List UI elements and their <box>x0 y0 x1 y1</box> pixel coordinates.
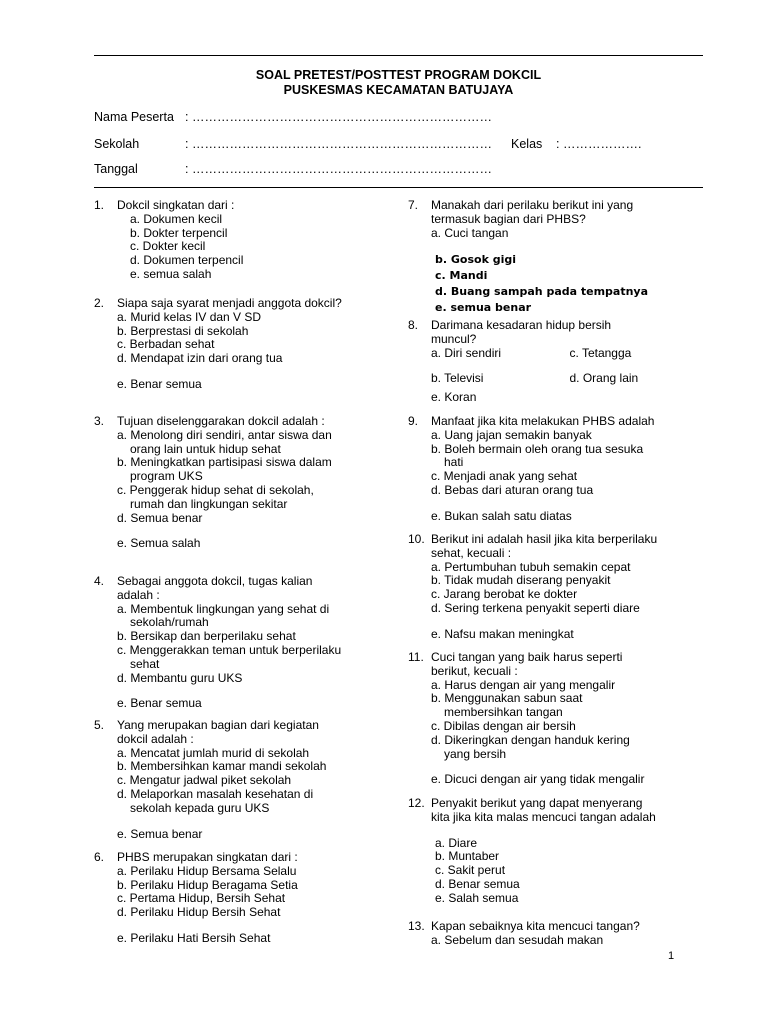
question-stem-cont: muncul? <box>431 331 477 346</box>
question-number: 4. <box>94 574 105 588</box>
option-b[interactable]: b. Dokter terpencil <box>130 225 228 240</box>
option-a[interactable]: a. Uang jajan semakin banyak <box>431 427 592 442</box>
option-d[interactable]: d. Perilaku Hidup Bersih Sehat <box>117 905 281 920</box>
question-number: 12. <box>408 796 425 810</box>
nama-label: Nama Peserta <box>94 110 174 124</box>
option-e[interactable]: e. Semua salah <box>117 536 201 551</box>
doc-subtitle: PUSKESMAS KECAMATAN BATUJAYA <box>283 83 514 97</box>
question-number: 2. <box>94 296 105 310</box>
question-number: 6. <box>94 850 105 864</box>
option-b[interactable]: b. Meningkatkan partisipasi siswa dalam <box>117 455 332 470</box>
question-6 <box>94 851 384 946</box>
option-e[interactable]: e. semua salah <box>130 266 212 281</box>
tanggal-label: Tanggal <box>94 162 138 176</box>
option-d[interactable]: d. Sering terkena penyakit seperti diare <box>431 600 640 615</box>
option-a[interactable]: a. Menolong diri sendiri, antar siswa dan <box>117 427 332 442</box>
option-d[interactable]: d. Semua benar <box>117 510 203 525</box>
option-b[interactable]: b. Muntaber <box>435 849 500 864</box>
option-b-cont: program UKS <box>130 469 203 484</box>
option-a-cont: sekolah/rumah <box>130 615 209 630</box>
option-a[interactable]: a. Cuci tangan <box>431 225 509 240</box>
option-d[interactable]: d. Membantu guru UKS <box>117 670 243 685</box>
question-10 <box>408 533 708 642</box>
question-number: 10. <box>408 532 425 546</box>
option-a[interactable]: a. Murid kelas IV dan V SD <box>117 309 262 324</box>
page-number: 1 <box>668 950 675 962</box>
option-c[interactable]: c. Pertama Hidup, Bersih Sehat <box>117 891 286 906</box>
option-d[interactable]: d. Mendapat izin dari orang tua <box>117 351 283 366</box>
question-stem: Manfaat jika kita melakukan PHBS adalah <box>431 414 655 428</box>
option-d[interactable]: d. Benar semua <box>435 876 520 891</box>
option-e[interactable]: e. Koran <box>431 390 477 405</box>
option-c[interactable]: c. Tetangga <box>569 345 632 360</box>
option-e[interactable]: e. Bukan salah satu diatas <box>431 508 572 523</box>
option-a[interactable]: a. Pertumbuhan tubuh semakin cepat <box>431 559 631 574</box>
nama-field[interactable]: : ……………………………………………………………… <box>185 110 492 124</box>
option-a[interactable]: a. Harus dengan air yang mengalir <box>431 677 616 692</box>
option-c[interactable]: c. Jarang berobat ke dokter <box>431 587 578 602</box>
option-b-cont: hati <box>444 455 464 470</box>
option-e[interactable]: e. Salah semua <box>435 890 519 905</box>
option-b[interactable]: b. Gosok gigi <box>435 253 517 267</box>
question-stem: Penyakit berikut yang dapat menyerang <box>431 796 643 810</box>
question-stem-cont: termasuk bagian dari PHBS? <box>431 211 586 226</box>
question-stem: Siapa saja syarat menjadi anggota dokcil? <box>117 296 342 310</box>
question-9 <box>408 415 708 524</box>
option-e[interactable]: e. semua benar <box>435 301 532 315</box>
question-number: 7. <box>408 198 419 212</box>
option-a[interactable]: a. Diare <box>435 835 478 850</box>
question-number: 8. <box>408 318 419 332</box>
option-b[interactable]: b. Menggunakan sabun saat <box>431 691 583 706</box>
question-12 <box>408 797 708 906</box>
sekolah-field[interactable]: : ……………………………………………………………… <box>185 137 492 151</box>
option-b[interactable]: b. Berprestasi di sekolah <box>117 323 249 338</box>
sekolah-label: Sekolah <box>94 137 140 151</box>
question-stem: PHBS merupakan singkatan dari : <box>117 850 298 864</box>
option-e[interactable]: e. Semua benar <box>117 826 203 841</box>
option-b-cont: membersihkan tangan <box>444 705 563 720</box>
option-c[interactable]: c. Sakit perut <box>435 863 506 878</box>
option-d[interactable]: d. Orang lain <box>569 371 639 386</box>
question-number: 1. <box>94 198 105 212</box>
question-11 <box>408 651 708 787</box>
option-a-cont: orang lain untuk hidup sehat <box>130 441 281 456</box>
option-row <box>431 372 708 386</box>
question-number: 9. <box>408 414 419 428</box>
option-a[interactable]: a. Membentuk lingkungan yang sehat di <box>117 601 330 616</box>
question-number: 3. <box>94 414 105 428</box>
question-stem-cont: dokcil adalah : <box>117 731 194 746</box>
option-a[interactable]: a. Dokumen kecil <box>130 211 223 226</box>
option-a[interactable]: a. Sebelum dan sesudah makan <box>431 932 604 947</box>
option-b[interactable]: b. Membersihkan kamar mandi sekolah <box>117 759 327 774</box>
option-e[interactable]: e. Nafsu makan meningkat <box>431 626 574 641</box>
question-stem-cont: kita jika kita malas mencuci tangan adalah <box>431 809 656 824</box>
question-8 <box>408 319 708 405</box>
kelas-label: Kelas <box>511 137 543 151</box>
option-c[interactable]: c. Dokter kecil <box>130 239 206 254</box>
kelas-field[interactable]: : ………………. <box>556 137 642 151</box>
question-3 <box>94 415 384 551</box>
option-c[interactable]: c. Berbadan sehat <box>117 337 215 352</box>
option-d[interactable]: d. Bebas dari aturan orang tua <box>431 482 594 497</box>
option-c[interactable]: c. Mandi <box>435 269 488 283</box>
doc-title: SOAL PRETEST/POSTTEST PROGRAM DOKCIL <box>255 68 542 82</box>
option-b[interactable]: b. Tidak mudah diserang penyakit <box>431 573 611 588</box>
option-c[interactable]: c. Mengatur jadwal piket sekolah <box>117 773 292 788</box>
option-c[interactable]: c. Dibilas dengan air bersih <box>431 718 576 733</box>
question-stem: Berikut ini adalah hasil jika kita berperilaku <box>431 532 658 546</box>
question-stem-cont: sehat, kecuali : <box>431 545 512 560</box>
form-rule <box>94 187 703 188</box>
question-stem: Dokcil singkatan dari : <box>117 198 235 212</box>
question-stem: Yang merupakan bagian dari kegiatan <box>117 718 319 732</box>
question-stem-cont: berikut, kecuali : <box>431 663 518 678</box>
question-stem: Cuci tangan yang baik harus seperti <box>431 650 623 664</box>
question-2 <box>94 297 384 392</box>
option-b[interactable]: b. Perilaku Hidup Beragama Setia <box>117 877 298 892</box>
question-5 <box>94 719 384 841</box>
option-e[interactable]: e. Benar semua <box>117 696 202 711</box>
question-stem: Sebagai anggota dokcil, tugas kalian <box>117 574 313 588</box>
option-row <box>431 347 708 361</box>
option-d[interactable]: d. Melaporkan masalah kesehatan di <box>117 786 314 801</box>
option-c-cont: sehat <box>130 656 160 671</box>
option-d-cont: yang bersih <box>444 746 507 761</box>
option-b[interactable]: b. Bersikap dan berperilaku sehat <box>117 629 296 644</box>
option-b[interactable]: b. Televisi <box>431 371 484 386</box>
question-13 <box>408 920 708 948</box>
question-7 <box>408 199 708 316</box>
option-c[interactable]: c. Penggerak hidup sehat di sekolah, <box>117 482 314 497</box>
option-b[interactable]: b. Boleh bermain oleh orang tua sesuka <box>431 441 644 456</box>
option-a[interactable]: a. Diri sendiri <box>431 345 502 360</box>
tanggal-field[interactable]: : ……………………………………………………………… <box>185 162 492 176</box>
question-number: 5. <box>94 718 105 732</box>
question-stem: Manakah dari perilaku berikut ini yang <box>431 198 634 212</box>
option-d[interactable]: d. Dikeringkan dengan handuk kering <box>431 732 630 747</box>
question-1 <box>94 199 384 282</box>
option-d[interactable]: d. Buang sampah pada tempatnya <box>435 285 649 299</box>
option-d-cont: sekolah kepada guru UKS <box>130 800 270 815</box>
option-d[interactable]: d. Dokumen terpencil <box>130 253 244 268</box>
option-c-cont: rumah dan lingkungan sekitar <box>130 496 288 511</box>
question-number: 13. <box>408 919 425 933</box>
option-c[interactable]: c. Menggerakkan teman untuk berperilaku <box>117 642 342 657</box>
option-a[interactable]: a. Perilaku Hidup Bersama Selalu <box>117 863 297 878</box>
question-stem: Darimana kesadaran hidup bersih <box>431 318 612 332</box>
option-c[interactable]: c. Menjadi anak yang sehat <box>431 469 578 484</box>
option-e[interactable]: e. Perilaku Hati Bersih Sehat <box>117 930 271 945</box>
question-stem: Tujuan diselenggarakan dokcil adalah : <box>117 414 325 428</box>
question-stem: Kapan sebaiknya kita mencuci tangan? <box>431 919 640 933</box>
question-4 <box>94 575 384 711</box>
option-e[interactable]: e. Benar semua <box>117 376 202 391</box>
option-e[interactable]: e. Dicuci dengan air yang tidak mengalir <box>431 772 645 787</box>
option-a[interactable]: a. Mencatat jumlah murid di sekolah <box>117 745 310 760</box>
top-rule <box>94 55 703 56</box>
question-stem-cont: adalah : <box>117 587 160 602</box>
question-number: 11. <box>408 650 424 664</box>
